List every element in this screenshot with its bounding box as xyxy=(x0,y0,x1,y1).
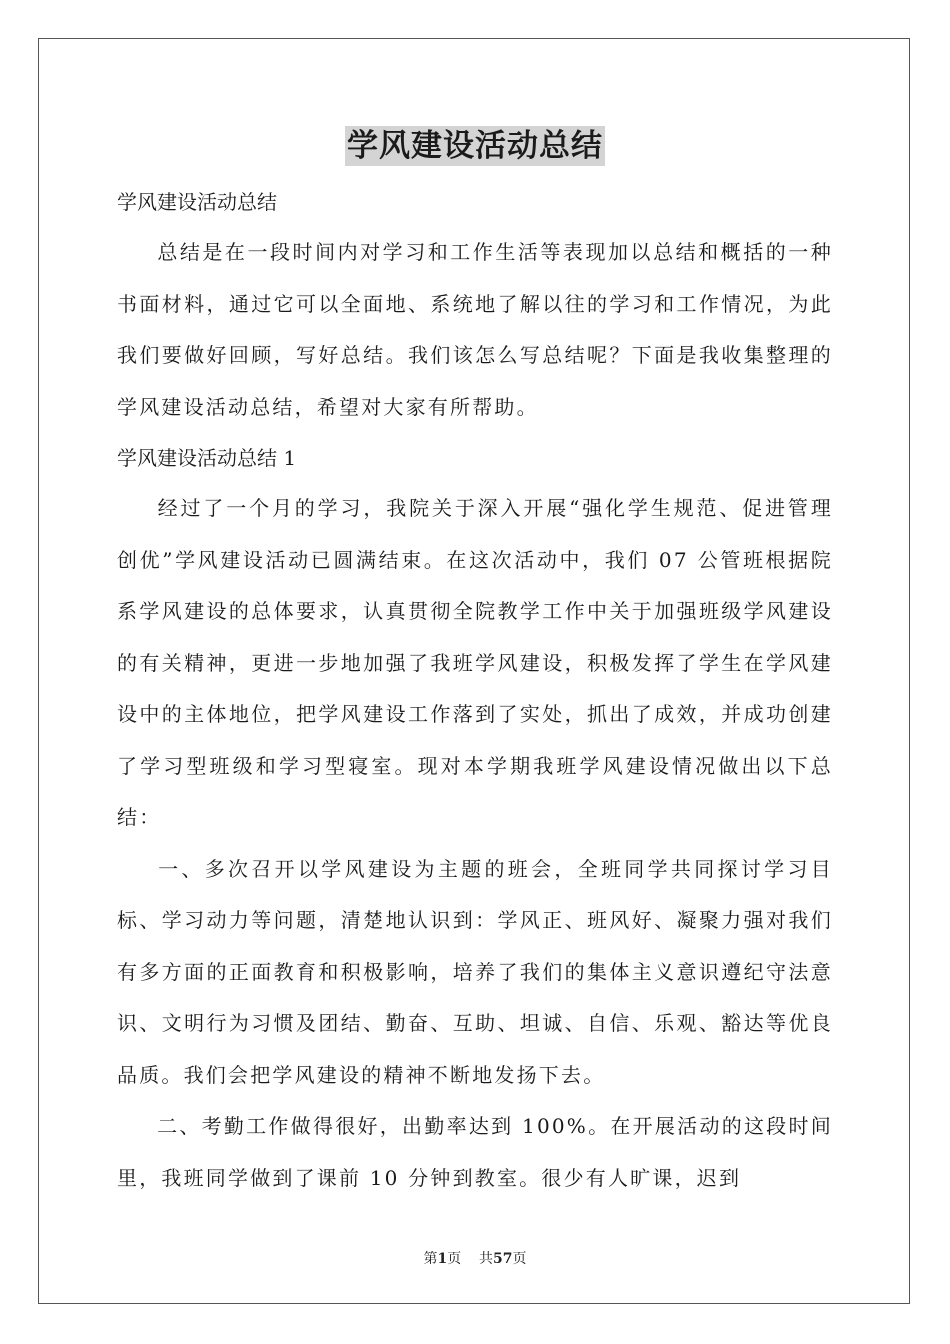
paragraph-text: 一、多次召开以学风建设为主题的班会，全班同学共同探讨学习目标、学习动力等问题，清楚地认识到：学风正、班风好、凝聚力强对我们有多方面的正面教育和积极影响，培养了我们的集体主义意识遵纪守法意识、文明行为习惯及团结、勤奋、互助、坦诚、自信、乐观、豁达等优良品质。我们会把学风建设的精神不断地发扬下去。 xyxy=(117,856,833,1087)
section-heading: 学风建设活动总结 1 xyxy=(117,446,297,470)
page-number: 1 xyxy=(437,1251,448,1267)
intro-paragraph xyxy=(117,227,833,433)
intro-text: 总结是在一段时间内对学习和工作生活等表现加以总结和概括的一种书面材料，通过它可以全面地、系统地了解以往的学习和工作情况，为此我们要做好回顾，写好总结。我们该怎么写总结呢？下面是我收集整理的学风建设活动总结，希望对大家有所帮助。 xyxy=(117,240,833,419)
paragraph-text: 经过了一个月的学习，我院关于深入开展“强化学生规范、促进管理创优”学风建设活动已圆满结束。在这次活动中，我们 07 公管班根据院系学风建设的总体要求，认真贯彻全院教学工作中关于加强班级学风建设的有关精神，更进一步地加强了我班学风建设，积极发挥了学生在学风建设中的主体地位，把学风建设工作落到了实处，抓出了成效，并成功创建了学习型班级和学习型寝室。现对本学期我班学风建设情况做出以下总结： xyxy=(117,496,833,829)
page-suffix: 页 xyxy=(447,1251,462,1267)
total-suffix: 页 xyxy=(512,1251,527,1267)
title-container xyxy=(0,126,950,166)
total-pages: 57 xyxy=(493,1251,513,1267)
body-paragraph-2 xyxy=(117,844,833,1102)
document-title: 学风建设活动总结 xyxy=(347,128,603,164)
document-subtitle: 学风建设活动总结 xyxy=(117,190,277,214)
page-footer xyxy=(0,1248,950,1268)
body-paragraph-1 xyxy=(117,483,833,844)
document-body xyxy=(117,177,833,1204)
paragraph-text: 二、考勤工作做得很好，出勤率达到 100%。在开展活动的这段时间里，我班同学做到了课前 10 分钟到教室。很少有人旷课，迟到 xyxy=(117,1114,833,1190)
page-prefix: 第 xyxy=(423,1251,438,1267)
total-prefix: 共 xyxy=(479,1251,494,1267)
body-paragraph-3 xyxy=(117,1101,833,1204)
